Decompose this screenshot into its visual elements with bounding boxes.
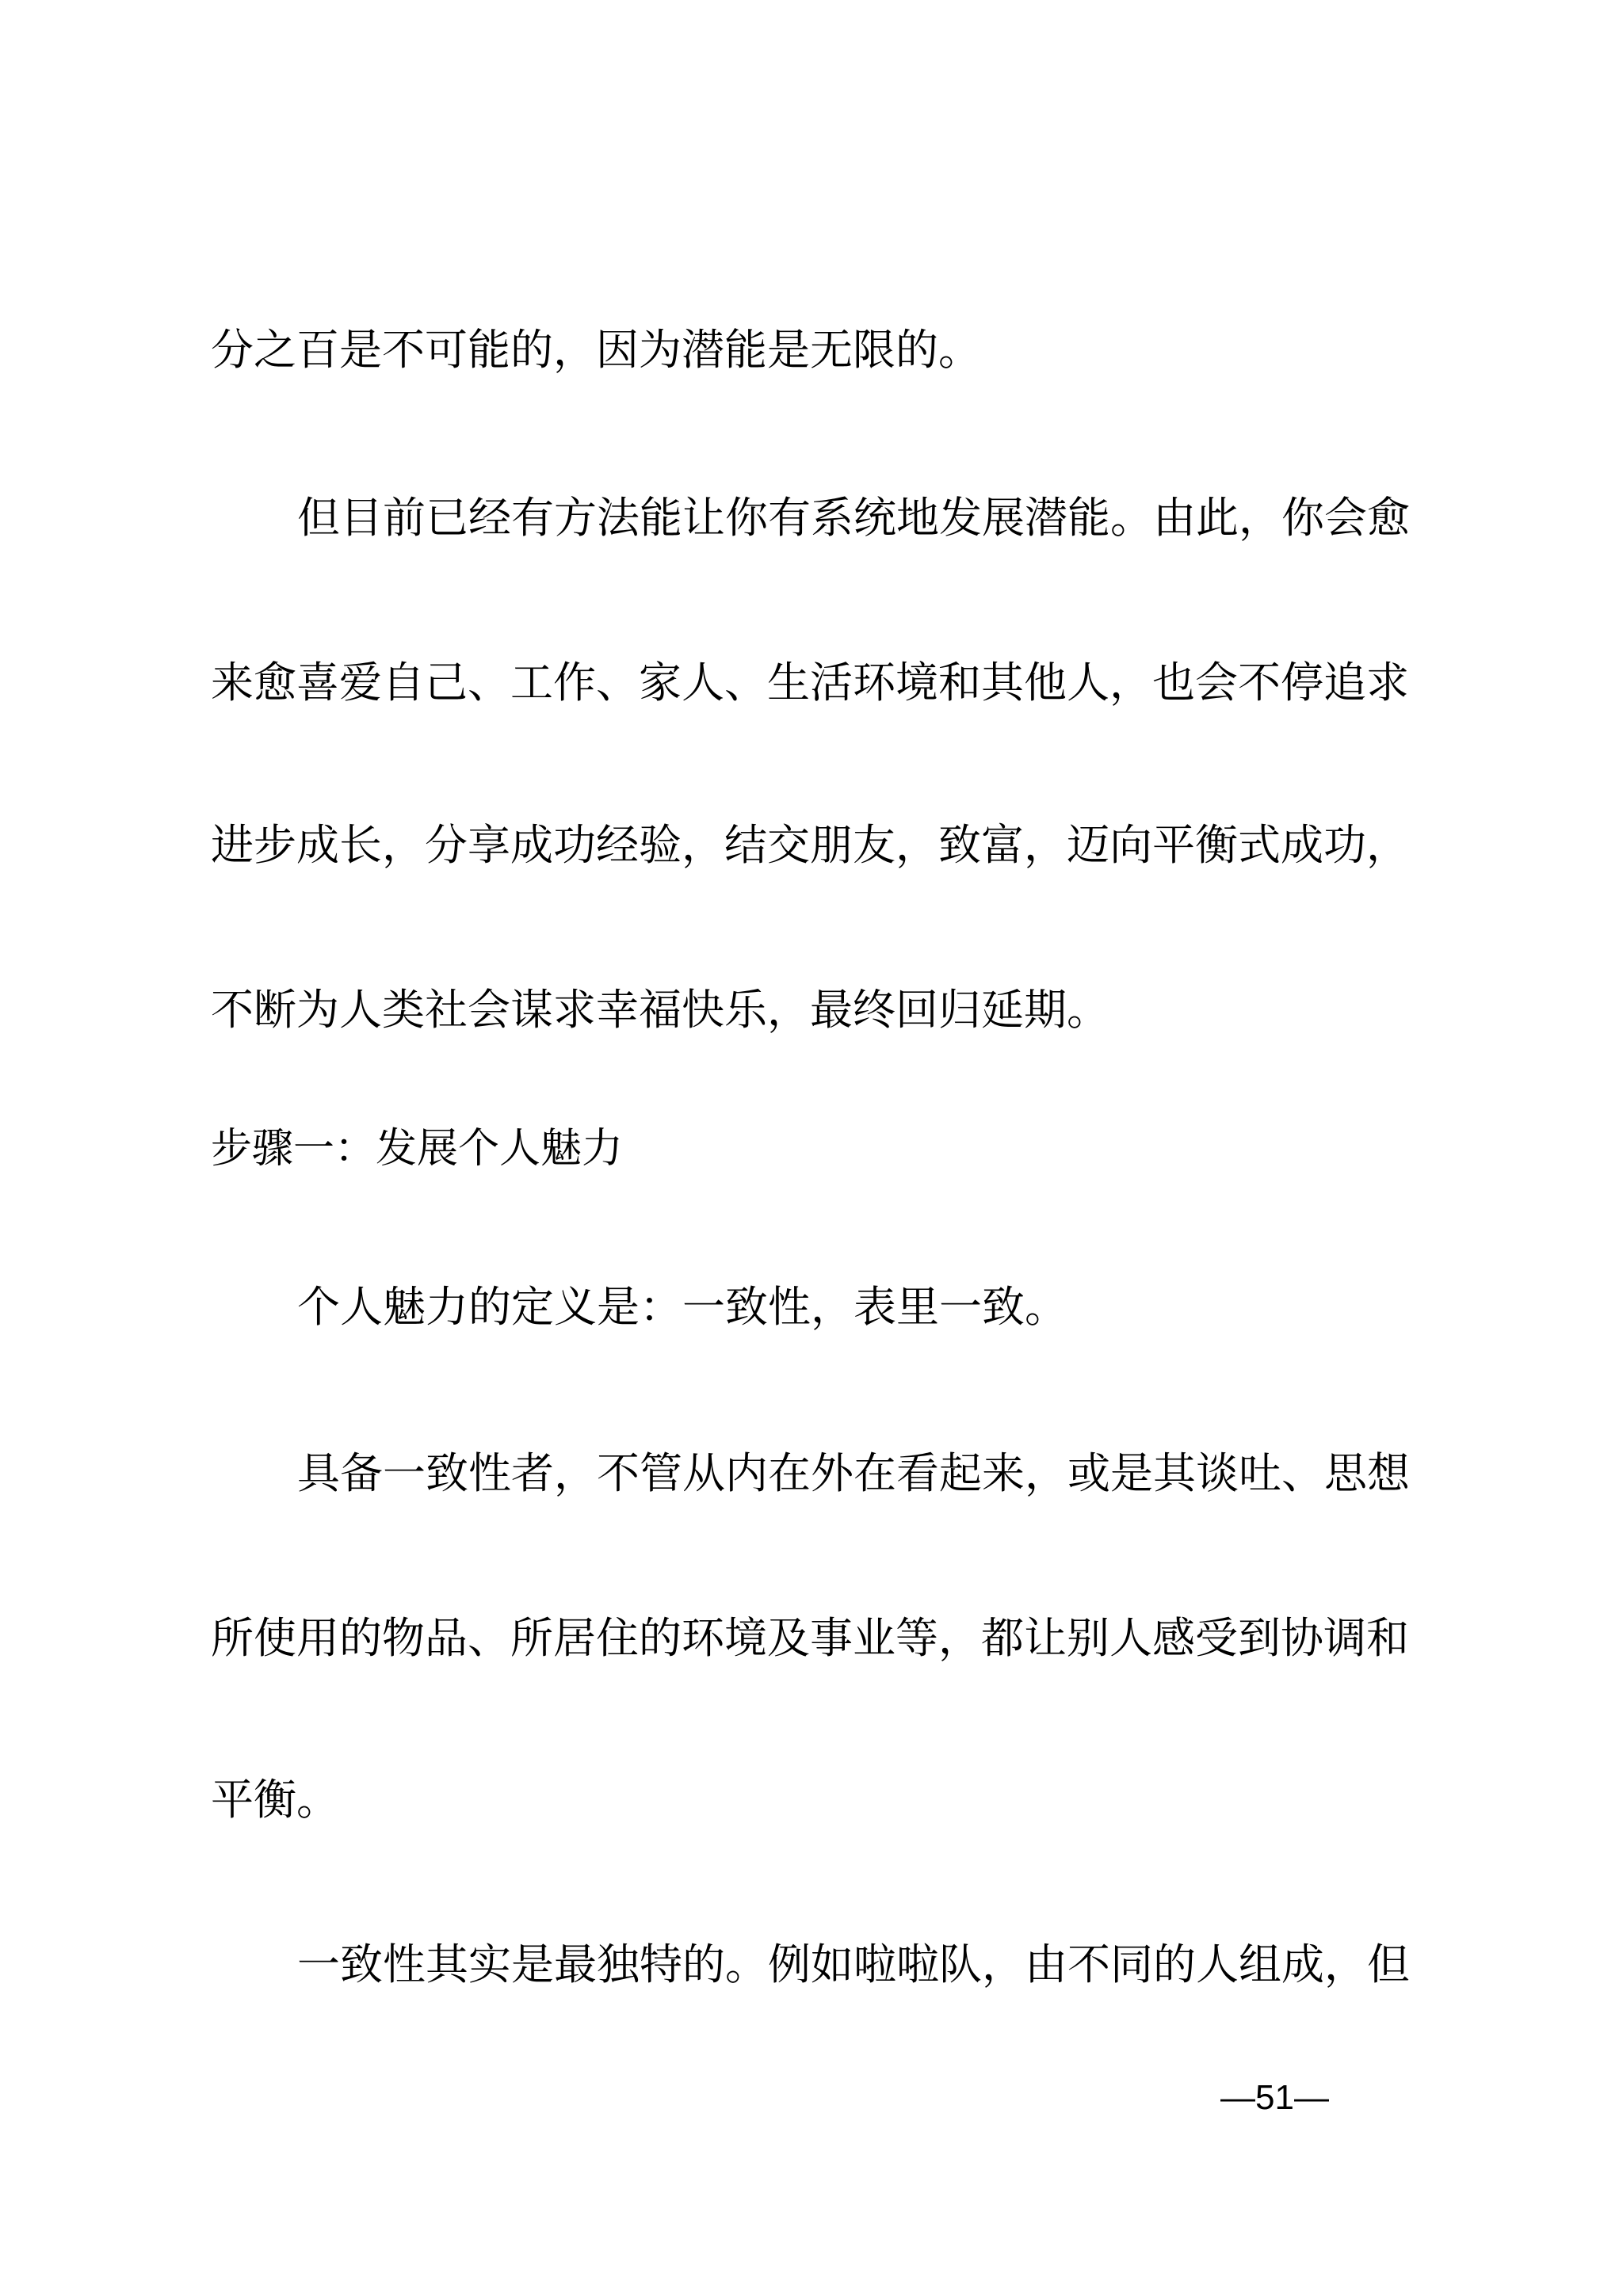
paragraph-first-line: 个人魅力的定义是：一致性，表里一致。 <box>297 1282 1067 1332</box>
page-number: —51— <box>1220 2078 1329 2117</box>
body-text-line: 来愈喜爱自己、工作、家人、生活环境和其他人，也会不停追求 <box>211 658 1409 707</box>
body-text-line: 进步成长，分享成功经验，结交朋友，致富，迈向平衡式成功， <box>211 820 1409 870</box>
body-text-line: 平衡。 <box>211 1775 339 1825</box>
paragraph-first-line: 一致性其实是最独特的。例如啦啦队，由不同的人组成，但 <box>297 1939 1410 1989</box>
body-text-line: 分之百是不可能的，因为潜能是无限的。 <box>211 325 981 375</box>
section-heading: 步骤一：发展个人魅力 <box>211 1125 624 1173</box>
paragraph-first-line: 但目前已经有方法能让你有系统地发展潜能。由此，你会愈 <box>297 493 1410 543</box>
body-text-line: 所使用的物品、所居住的环境及事业等，都让别人感受到协调和 <box>211 1613 1409 1663</box>
body-text-line: 不断为人类社会谋求幸福快乐，最终回归延期。 <box>211 985 1109 1035</box>
paragraph-first-line: 具备一致性者，不管从内在外在看起来，或是其谈吐、思想 <box>297 1448 1410 1498</box>
